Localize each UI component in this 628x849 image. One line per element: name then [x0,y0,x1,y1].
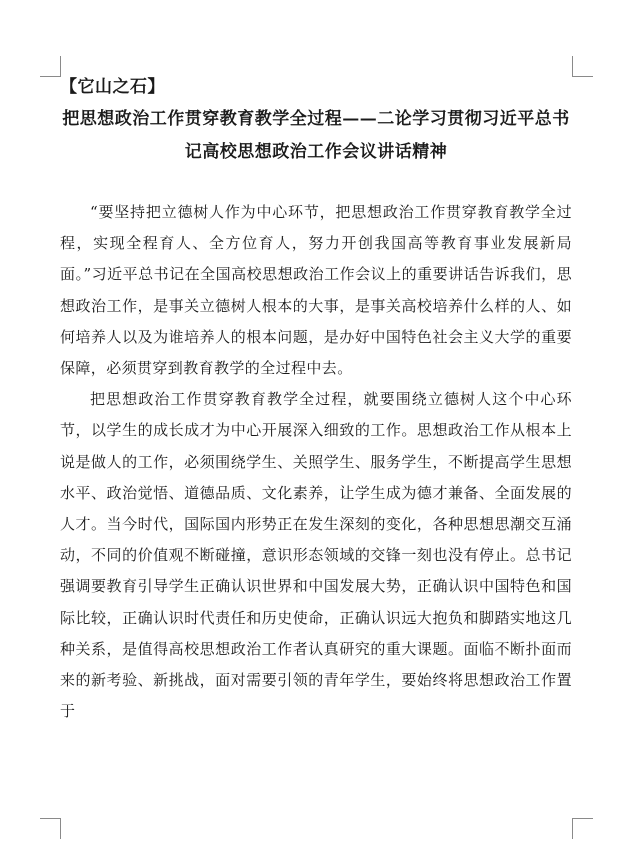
crop-mark-bottom-left [40,818,61,839]
crop-mark-bottom-right [572,818,593,839]
document-title: 把思想政治工作贯穿教育教学全过程——二论学习贯彻习近平总书记高校思想政治工作会议讲话精神 [62,109,570,162]
document-page [60,73,572,727]
crop-mark-top-left [40,56,61,77]
crop-mark-top-right [572,56,593,77]
section-tag: 【它山之石】 [60,77,165,97]
document-body [60,197,572,727]
paragraph-1: “要坚持把立德树人作为中心环节，把思想政治工作贯穿教育教学全过程，实现全程育人、全方位育人，努力开创我国高等教育事业发展新局面。”习近平总书记在全国高校思想政治工作会议上的重要讲话告诉我们，思想政治工作，是事关立德树人根本的大事，是事关高校培养什么样的人、如何培养人以及为谁培养人的根本问题，是办好中国特色社会主义大学的重要保障，必须贯穿到教育教学的全过程中去。 [60,203,572,378]
paragraph-2: 把思想政治工作贯穿教育教学全过程，就要围绕立德树人这个中心环节，以学生的成长成才为中心开展深入细致的工作。思想政治工作从根本上说是做人的工作，必须围绕学生、关照学生、服务学生，不断提高学生思想水平、政治觉悟、道德品质、文化素养，让学生成为德才兼备、全面发展的人才。当今时代，国际国内形势正在发生深刻的变化，各种思想思潮交互涌动，不同的价值观不断碰撞，意识形态领域的交锋一刻也没有停止。总书记强调要教育引导学生正确认识世界和中国发展大势，正确认识中国特色和国际比较，正确认识时代责任和历史使命，正确认识远大抱负和脚踏实地这几种关系，是值得高校思想政治工作者认真研究的重大课题。面临不断扑面而来的新考验、新挑战，面对需要引领的青年学生，要始终将思想政治工作置于 [60,390,572,721]
